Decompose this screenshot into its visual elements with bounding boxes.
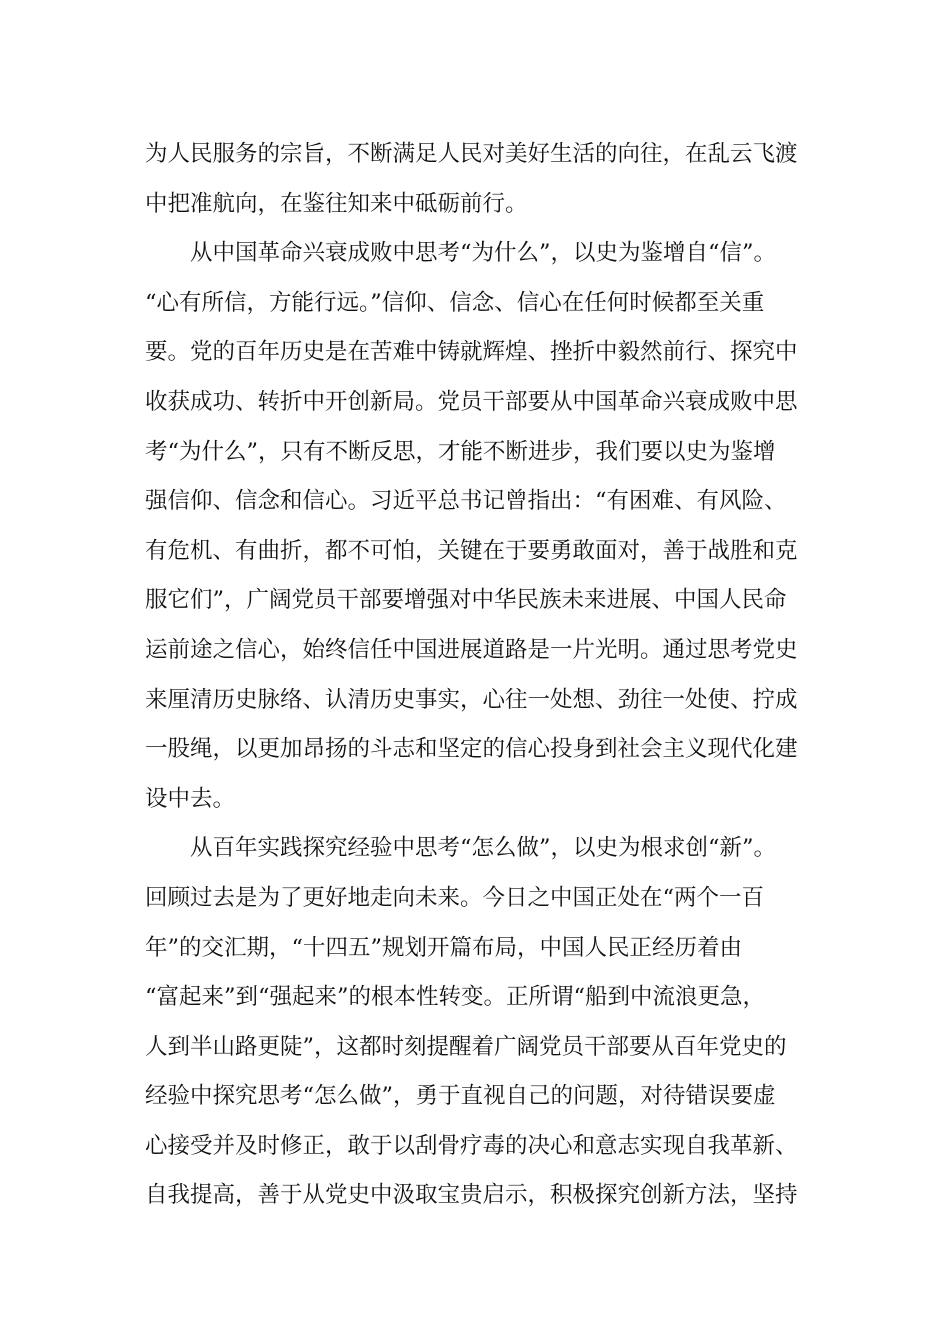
text-line: 年”的交汇期，“十四五”规划开篇布局，中国人民正经历着由: [145, 934, 743, 961]
text-line: 自我提高，善于从党史中汲取宝贵启示，积极探究创新方法，坚持: [145, 1182, 798, 1209]
text-line: 心接受并及时修正，敢于以刮骨疗毒的决心和意志实现自我革新、: [145, 1132, 798, 1159]
text-line: 经验中探究思考“怎么做”，勇于直视自己的问题，对待错误要虚: [145, 1083, 776, 1110]
text-line: 考“为什么”，只有不断反思，才能不断进步，我们要以史为鉴增: [145, 438, 776, 465]
text-line: 收获成功、转折中开创新局。党员干部要从中国革命兴衰成败中思: [145, 388, 798, 415]
text-line: “心有所信，方能行远。”信仰、信念、信心在任何时候都至关重: [145, 289, 765, 316]
text-line: 有危机、有曲折，都不可怕，关键在于要勇敢面对，善于战胜和克: [145, 537, 798, 564]
text-line: 来厘清历史脉络、认清历史事实，心往一处想、劲往一处使、拧成: [145, 686, 798, 713]
text-line: 为人民服务的宗旨，不断满足人民对美好生活的向往，在乱云飞渡: [145, 141, 798, 167]
body-text: [145, 130, 835, 1221]
text-line: 回顾过去是为了更好地走向未来。今日之中国正处在“两个一百: [145, 884, 765, 911]
text-line: 人到半山路更陡”，这都时刻提醒着广阔党员干部要从百年党史的: [145, 1033, 787, 1060]
text-line: “富起来”到“强起来”的根本性转变。正所谓“船到中流浪更急，: [145, 984, 766, 1011]
text-line: 运前途之信心，始终信任中国进展道路是一片光明。通过思考党史: [145, 636, 798, 663]
text-line: 中把准航向，在鉴往知来中砥砺前行。: [145, 190, 528, 217]
paragraph-first-line: 从百年实践探究经验中思考“怎么做”，以史为根求创“新”。: [190, 835, 777, 862]
text-line: 设中去。: [145, 785, 236, 812]
text-line: 服它们”，广阔党员干部要增强对中华民族未来进展、中国人民命: [145, 587, 787, 614]
text-line: 强信仰、信念和信心。习近平总书记曾指出：“有困难、有风险、: [145, 488, 787, 515]
text-line: 要。党的百年历史是在苦难中铸就辉煌、挫折中毅然前行、探究中: [145, 339, 798, 366]
paragraph-first-line: 从中国革命兴衰成败中思考“为什么”，以史为鉴增自“信”。: [190, 240, 777, 267]
text-line: 一股绳，以更加昂扬的斗志和坚定的信心投身到社会主义现代化建: [145, 736, 798, 763]
